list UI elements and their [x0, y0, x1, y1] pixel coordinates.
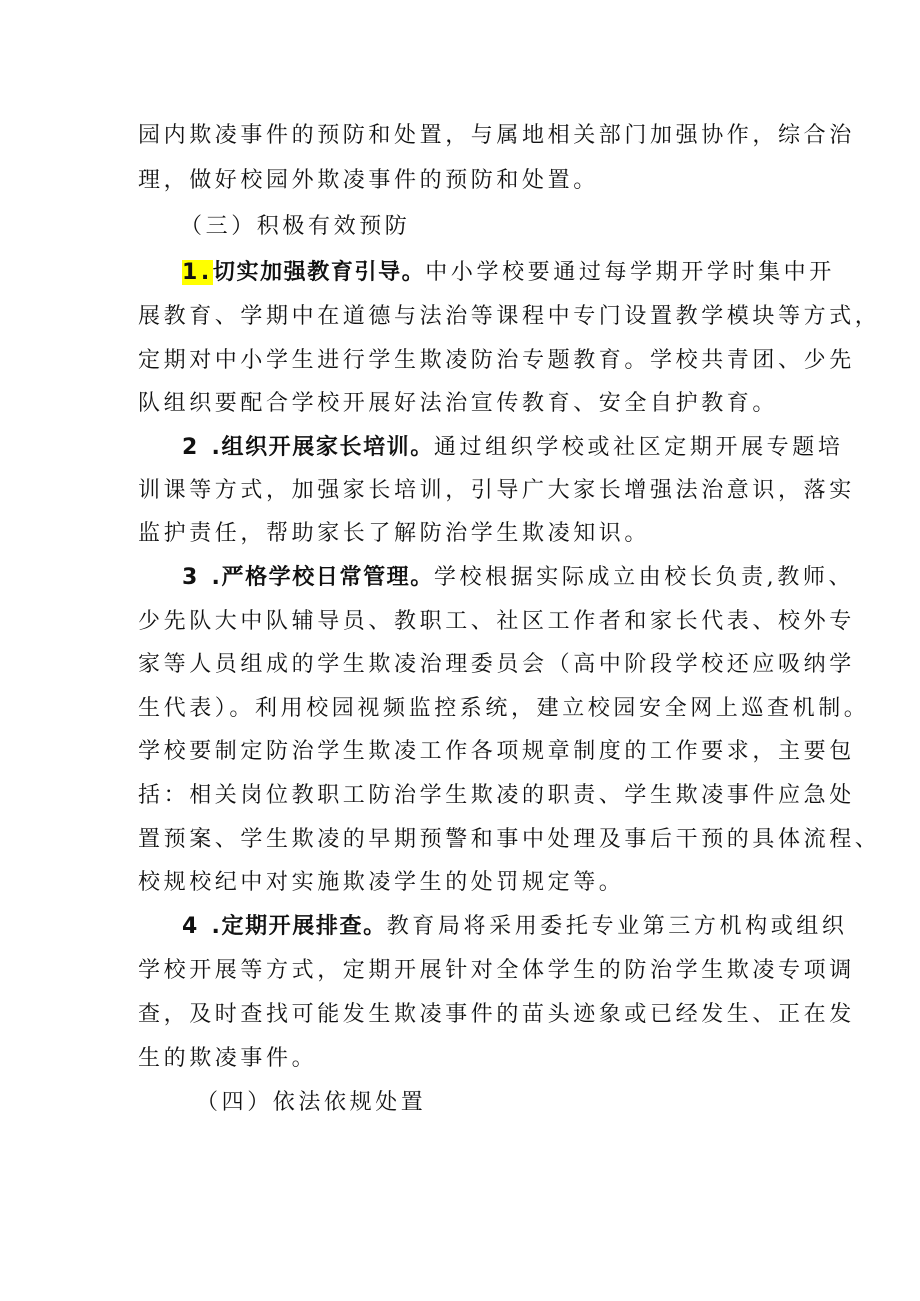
section-heading-4: （四）依法依规处置 — [196, 1090, 427, 1115]
paragraph-line: 查，及时查找可能发生欺凌事件的苗头迹象或已经发生、正在发 — [138, 1002, 855, 1027]
paragraph-line: 置预案、学生欺凌的早期预警和事中处理及事后干预的具体流程、 — [138, 827, 881, 852]
paragraph-line: 生代表）。利用校园视频监控系统，建立校园安全网上巡查机制。 — [138, 696, 870, 721]
item-3-number: 3 — [182, 565, 201, 590]
item-3-text: 学校根据实际成立由校长负责,教师、 — [433, 565, 855, 590]
paragraph-line: 定期对中小学生进行学生欺凌防治专题教育。学校共青团、少先 — [138, 348, 855, 373]
paragraph-line: 学校开展等方式，定期开展针对全体学生的防治学生欺凌专项调 — [138, 958, 855, 983]
item-2-text: 通过组织学校或社区定期开展专题培 — [433, 435, 844, 460]
paragraph-line: 生的欺凌事件。 — [138, 1046, 318, 1071]
paragraph-line: 少先队大中队辅导员、教职工、社区工作者和家长代表、校外专 — [138, 609, 855, 634]
paragraph-line: 校规校纪中对实施欺凌学生的处罚规定等。 — [138, 870, 625, 895]
item-2-first-line — [182, 428, 843, 468]
paragraph-line: 队组织要配合学校开展好法治宣传教育、安全自护教育。 — [138, 391, 779, 416]
item-2-title: .组织开展家长培训。 — [211, 435, 434, 460]
section-heading-3: （三）积极有效预防 — [180, 214, 411, 239]
item-1-number: 1. — [182, 260, 213, 285]
paragraph-line: 展教育、学期中在道德与法治等课程中专门设置教学模块等方式， — [138, 304, 881, 329]
item-1-title: 切实加强教育引导。 — [212, 260, 426, 285]
item-4-text: 教育局将采用委托专业第三方机构或组织 — [386, 914, 848, 939]
item-1-text: 中小学校要通过每学期开学时集中开 — [425, 260, 835, 285]
paragraph-line: 理，做好校园外欺凌事件的预防和处置。 — [138, 168, 599, 193]
item-4-number: 4 — [182, 914, 201, 939]
paragraph-line: 家等人员组成的学生欺凌治理委员会（高中阶段学校还应吸纳学 — [138, 652, 855, 677]
paragraph-line: 监护责任，帮助家长了解防治学生欺凌知识。 — [138, 521, 651, 546]
paragraph-line: 学校要制定防治学生欺凌工作各项规章制度的工作要求，主要包 — [138, 739, 855, 764]
item-3-first-line — [182, 558, 854, 598]
item-4-title: .定期开展排查。 — [211, 914, 387, 939]
item-3-title: .严格学校日常管理。 — [211, 565, 434, 590]
item-1-first-line — [182, 253, 835, 293]
paragraph-line: 括：相关岗位教职工防治学生欺凌的职责、学生欺凌事件应急处 — [138, 783, 855, 808]
paragraph-line: 园内欺凌事件的预防和处置，与属地相关部门加强协作，综合治 — [138, 123, 855, 148]
item-2-number: 2 — [182, 435, 201, 460]
paragraph-line: 训课等方式，加强家长培训，引导广大家长增强法治意识，落实 — [138, 478, 855, 503]
item-4-first-line — [182, 907, 848, 947]
